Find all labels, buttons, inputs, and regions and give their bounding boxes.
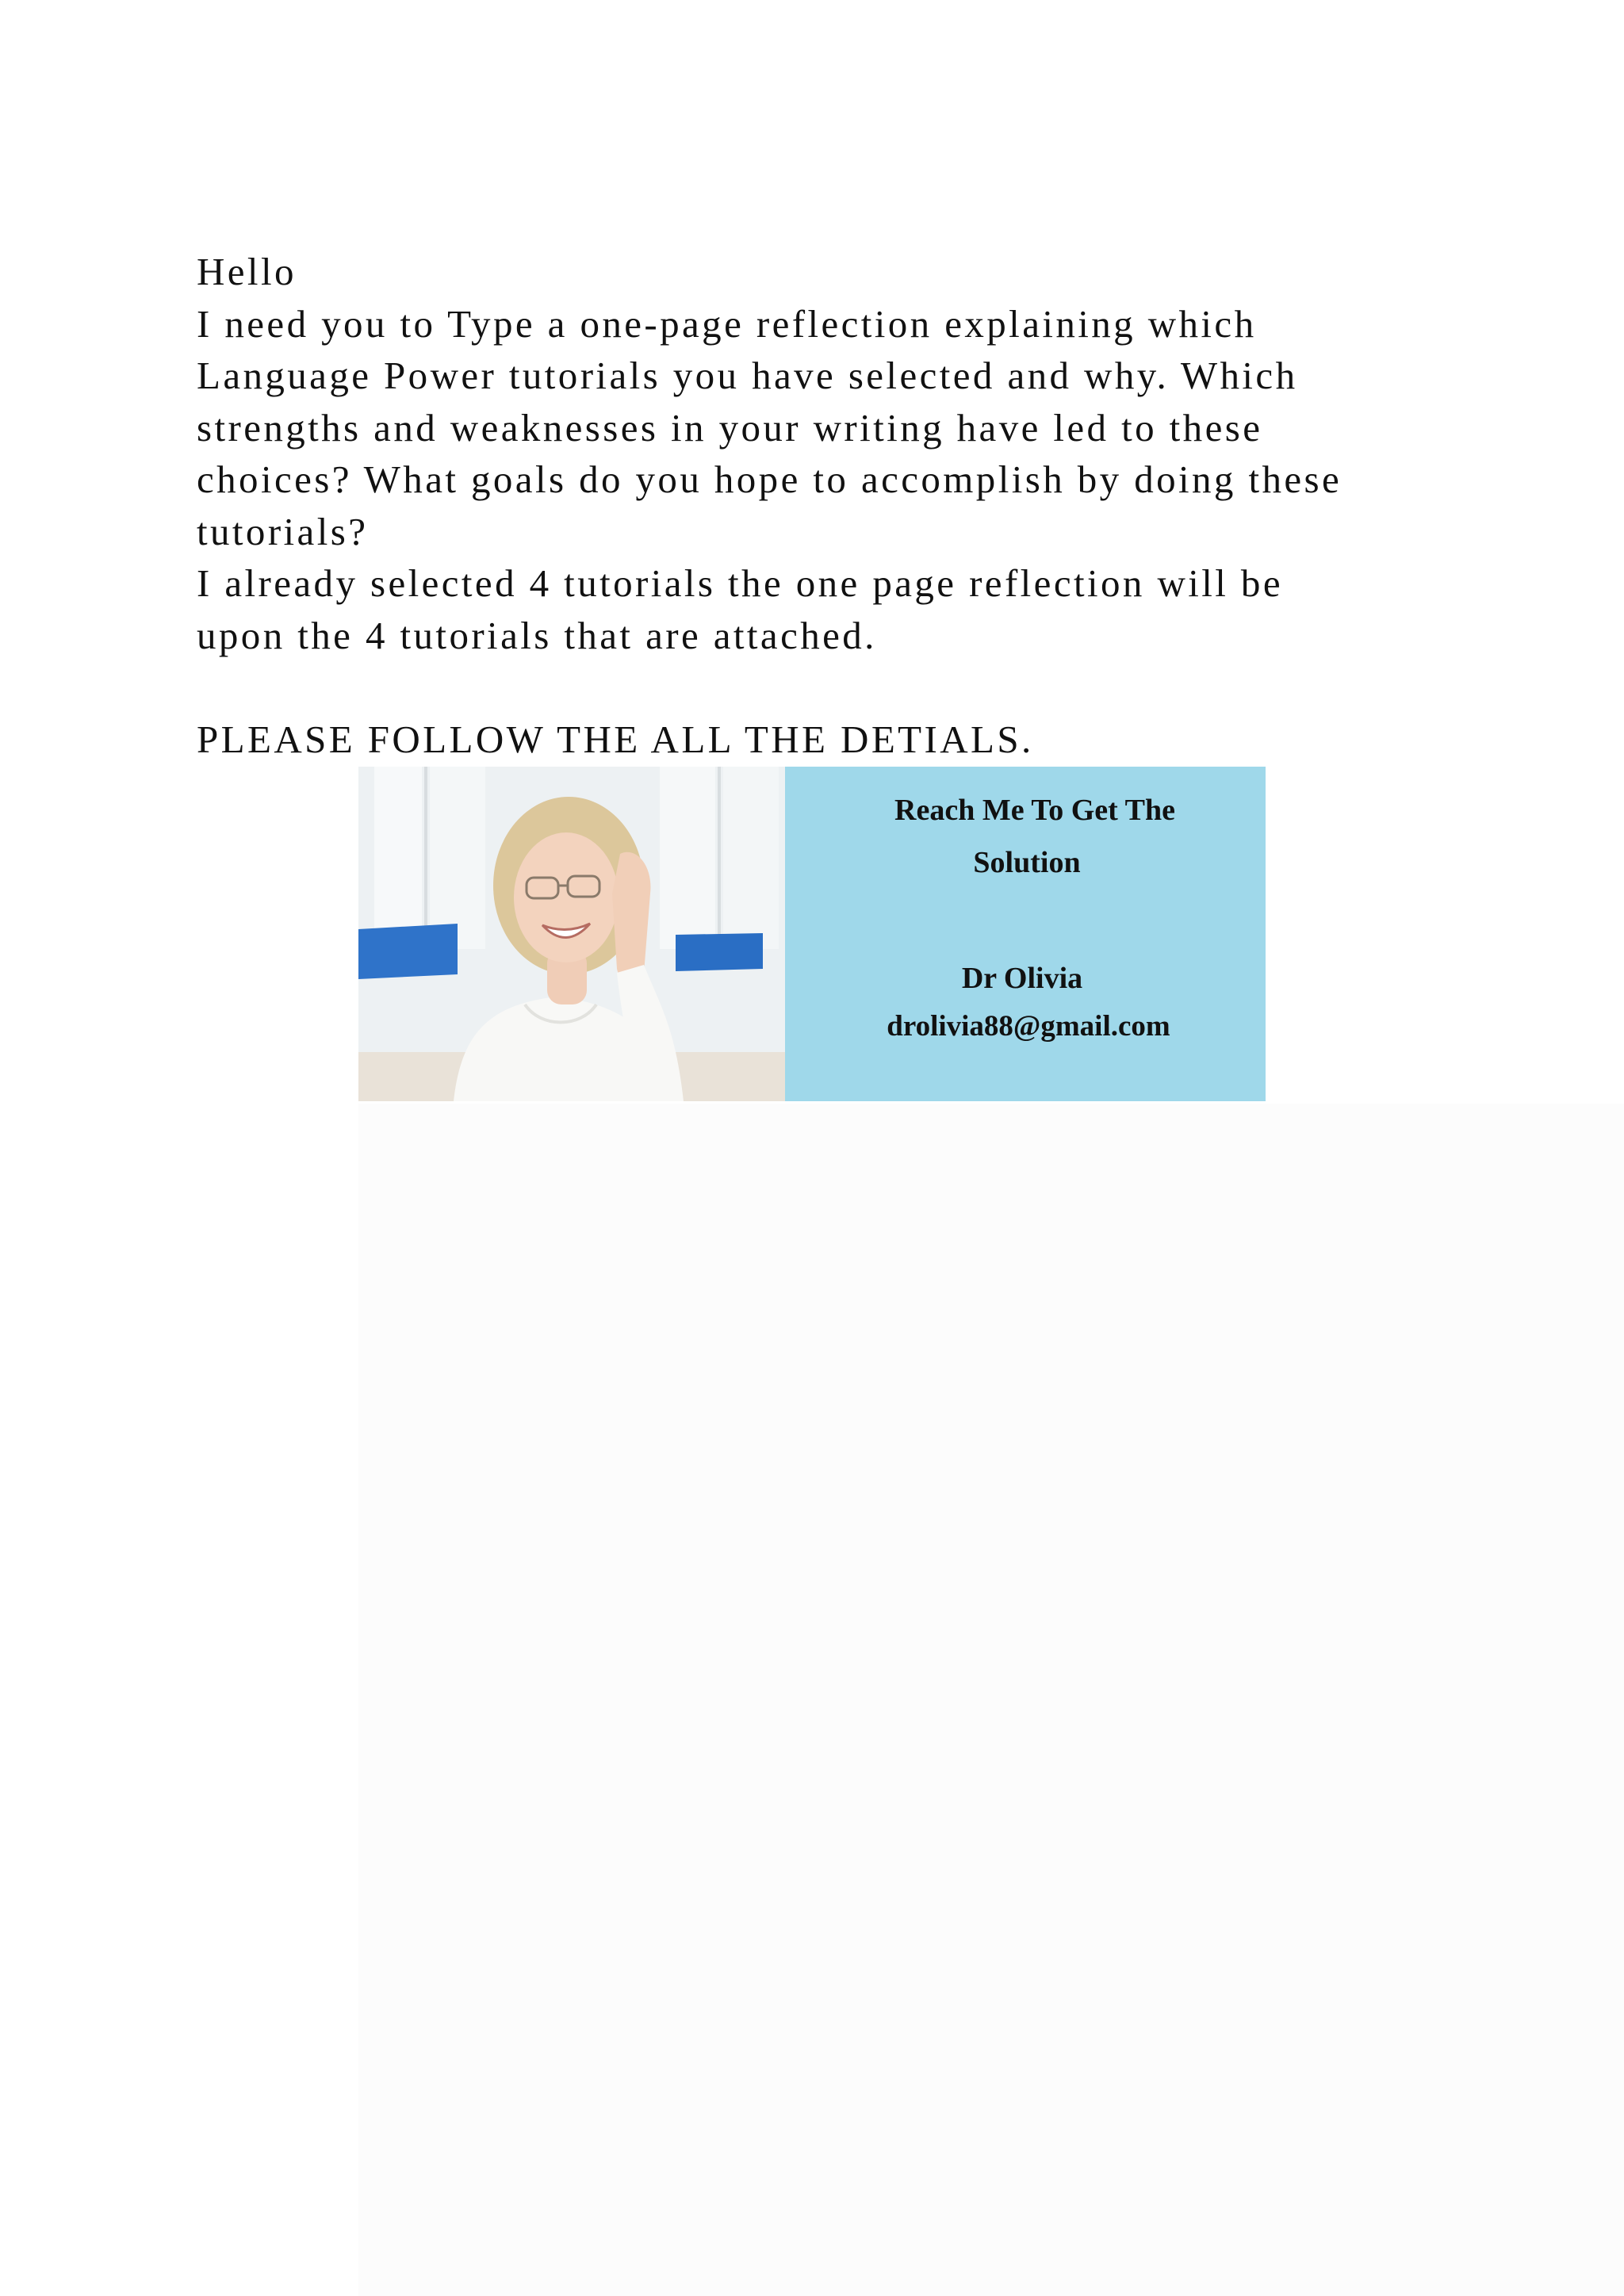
request-paragraph: I need you to Type a one-page reflection explaining which Language Power tutorials you have selected and why. Which strengths and weaknesses in your writing have led to these choices? What goals do you hope to accomplish by doing these tutorials? [197,301,1342,553]
greeting-text: Hello [197,250,297,293]
instruction-text: PLEASE FOLLOW THE ALL THE DETIALS. [197,717,1034,761]
contact-name: Dr Olivia [961,962,1083,995]
banner-subheadline: Solution [973,846,1081,879]
banner-headline: Reach Me To Get The [894,794,1175,827]
tutorials-paragraph: I already selected 4 tutorials the one page reflection will be upon the 4 tutorials that are attached. [197,561,1283,657]
contact-email[interactable]: drolivia88@gmail.com [887,1010,1170,1043]
woman-photo-illustration [358,767,785,1101]
document-body [197,246,1481,765]
contact-banner [358,767,1266,1101]
page-background-panel [358,1104,1624,2296]
contact-info-panel [785,767,1266,1101]
paragraph-gap [197,661,1481,714]
banner-photo [358,767,785,1101]
